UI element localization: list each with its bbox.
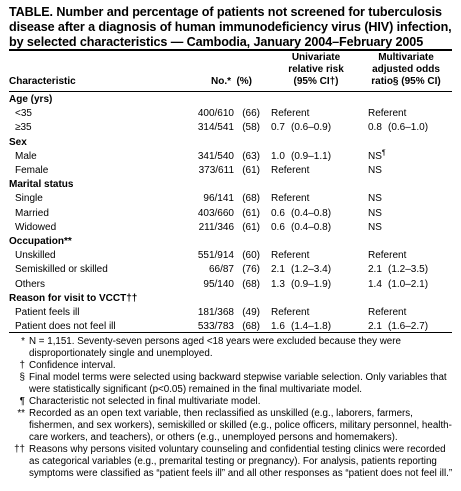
cell-univariate-ci: (0.4–0.8) xyxy=(291,207,332,219)
footnote-mark: † xyxy=(19,360,25,371)
cell-number: 533/783 xyxy=(197,321,234,333)
footnote xyxy=(9,396,453,408)
cell-multivariate-ci: (0.6–1.0) xyxy=(388,122,429,134)
cell-percent: (68) xyxy=(242,278,260,290)
table-row xyxy=(0,263,461,277)
cell-number: 403/660 xyxy=(197,207,234,219)
cell-multivariate-aor: Referent xyxy=(368,108,407,120)
section-heading-row xyxy=(0,292,461,306)
cell-multivariate-aor: NS xyxy=(368,193,382,205)
row-label: Semiskilled or skilled xyxy=(15,264,108,276)
footnote-mark: †† xyxy=(14,444,25,455)
cell-number: 314/541 xyxy=(197,122,234,134)
table-row xyxy=(0,107,461,121)
cell-univariate-ci: (0.6–0.9) xyxy=(291,122,332,134)
footnote xyxy=(9,360,453,372)
row-label: Married xyxy=(15,207,49,219)
cell-univariate-rr: 0.7 xyxy=(271,122,285,134)
cell-univariate-rr: Referent xyxy=(271,165,310,176)
cell-univariate-rr: 2.1 xyxy=(271,264,285,276)
footnote-mark: ** xyxy=(17,408,25,419)
row-label: ≥35 xyxy=(15,122,32,134)
row-label: <35 xyxy=(15,108,32,120)
cell-univariate-ci: (0.9–1.1) xyxy=(291,150,332,162)
cell-percent: (58) xyxy=(242,122,260,134)
cell-percent: (68) xyxy=(242,321,260,333)
row-label: Patient feels ill xyxy=(15,307,80,318)
cell-percent: (61) xyxy=(242,165,260,176)
row-label: Widowed xyxy=(15,221,57,233)
section-heading: Age (yrs) xyxy=(9,94,53,105)
footnote-text: Recorded as an open text variable, then reclassified as unskilled (e.g., laborers, farmers, fishermen, and sex workers), semiskilled or skilled (e.g., police officers, military personnel, health-care workers, and teachers), or others (e.g., unemployed persons and homemakers). xyxy=(29,408,452,443)
cell-univariate-rr: Referent xyxy=(271,108,310,120)
cell-univariate-rr: Referent xyxy=(271,307,310,318)
footnote-mark: * xyxy=(21,336,25,347)
bottom-rule xyxy=(9,332,452,333)
table-row xyxy=(0,306,461,320)
cell-percent: (61) xyxy=(242,207,260,219)
row-label: Patient does not feel ill xyxy=(15,321,116,333)
header-multivariate-line-3: ratio§ (95% CI) xyxy=(371,76,441,87)
header-univariate xyxy=(262,52,370,88)
row-label: Others xyxy=(15,278,46,290)
row-label: Single xyxy=(15,193,43,205)
footnote xyxy=(9,372,453,396)
cell-percent: (61) xyxy=(242,221,260,233)
cell-univariate-rr: Referent xyxy=(271,193,310,205)
table-row xyxy=(0,121,461,135)
cell-number: 551/914 xyxy=(197,250,234,262)
cell-multivariate-aor: 2.1 xyxy=(368,321,382,333)
cell-number: 400/610 xyxy=(197,108,234,120)
cell-percent: (76) xyxy=(242,264,260,276)
cell-number: 373/611 xyxy=(198,165,234,176)
table-row xyxy=(0,221,461,235)
row-label: Unskilled xyxy=(15,250,56,262)
top-rule xyxy=(9,49,452,51)
header-number: No.* xyxy=(211,76,231,87)
section-heading: Marital status xyxy=(9,179,74,191)
footnote-text: Reasons why persons visited voluntary counseling and confidential testing clinics were recorded as categorical variables (e.g., premarital testing or pregnancy). For analysis, patients reporting symptoms were classified as “patient feels ill” and all other responses as “patient does not feel ill.” xyxy=(29,444,453,479)
cell-univariate-rr: Referent xyxy=(271,250,310,262)
section-heading-row xyxy=(0,235,461,249)
cell-number: 211/346 xyxy=(198,221,234,233)
header-univariate-line-2: relative risk xyxy=(288,64,344,75)
cell-univariate-ci: (1.4–1.8) xyxy=(291,321,332,333)
cell-multivariate-aor: 1.4 xyxy=(368,278,382,290)
cell-multivariate-aor: Referent xyxy=(368,307,407,318)
footnote-text: Characteristic not selected in final multivariate model. xyxy=(29,396,261,407)
cell-multivariate-ci: (1.6–2.7) xyxy=(388,321,429,333)
cell-percent: (68) xyxy=(242,193,260,205)
header-rule xyxy=(9,91,452,92)
section-heading: Sex xyxy=(9,136,27,148)
table-row xyxy=(0,150,461,164)
cell-multivariate-ci: (1.0–2.1) xyxy=(388,278,429,290)
table-row xyxy=(0,192,461,206)
cell-multivariate-aor: 2.1 xyxy=(368,264,382,276)
cell-percent: (66) xyxy=(242,108,260,120)
footnote xyxy=(9,444,453,480)
cell-univariate-rr: 1.0 xyxy=(271,150,285,162)
header-multivariate-line-2: adjusted odds xyxy=(372,64,440,75)
cell-number: 66/87 xyxy=(208,264,234,276)
section-heading: Occupation** xyxy=(9,236,72,247)
footnote-text: Confidence interval. xyxy=(29,360,116,371)
cell-univariate-ci: (1.2–3.4) xyxy=(291,264,332,276)
cell-multivariate-aor: NS¶ xyxy=(368,149,386,162)
footnote-mark: ¶ xyxy=(19,396,25,407)
cell-univariate-rr: 0.6 xyxy=(271,207,285,219)
cell-number: 181/368 xyxy=(197,307,234,318)
header-univariate-line-3: (95% CI†) xyxy=(293,76,339,87)
footnote-text: N = 1,151. Seventy-seven persons aged <18 years were excluded because they were disproportionately single and unemployed. xyxy=(29,336,401,359)
row-label: Female xyxy=(15,165,49,176)
footnote-mark: § xyxy=(19,372,25,383)
header-percent: (%) xyxy=(236,76,252,87)
row-label: Male xyxy=(15,150,37,162)
section-heading-row xyxy=(0,178,461,192)
table-title: TABLE. Number and percentage of patients not screened for tuberculosis disease after a diagnosis of human immunodeficiency virus (HIV) infection, by selected characteristics — Cambodia, January 2004–February 2005 xyxy=(9,5,452,49)
cell-number: 96/141 xyxy=(203,193,234,205)
table-row xyxy=(0,207,461,221)
cell-univariate-rr: 1.6 xyxy=(271,321,285,333)
cell-univariate-rr: 1.3 xyxy=(271,278,285,290)
cell-univariate-rr: 0.6 xyxy=(271,221,285,233)
cell-multivariate-aor: Referent xyxy=(368,250,407,262)
table-row xyxy=(0,249,461,263)
header-univariate-line-1: Univariate xyxy=(291,52,341,63)
footnote xyxy=(9,336,453,360)
section-heading-row xyxy=(0,136,461,150)
footnote-text: Final model terms were selected using backward stepwise variable selection. Only variables that were statistically significant (p<0.05) remained in the final multivariate model. xyxy=(29,372,447,395)
cell-percent: (60) xyxy=(242,250,260,262)
header-multivariate-line-1: Multivariate xyxy=(378,52,434,63)
cell-multivariate-ci: (1.2–3.5) xyxy=(388,264,429,276)
cell-percent: (49) xyxy=(242,307,260,318)
cell-number: 341/540 xyxy=(197,150,234,162)
header-characteristic: Characteristic xyxy=(9,76,76,87)
table-row xyxy=(0,164,461,178)
cell-univariate-ci: (0.9–1.9) xyxy=(291,278,332,290)
section-heading-row xyxy=(0,93,461,107)
cell-multivariate-aor: NS xyxy=(368,165,382,176)
cell-percent: (63) xyxy=(242,150,260,162)
footnote xyxy=(9,408,453,444)
section-heading: Reason for visit to VCCT†† xyxy=(9,292,138,304)
cell-multivariate-aor: NS xyxy=(368,207,382,219)
cell-univariate-ci: (0.4–0.8) xyxy=(291,221,332,233)
cell-number: 95/140 xyxy=(203,278,234,290)
cell-multivariate-aor: NS xyxy=(368,221,382,233)
header-multivariate xyxy=(358,52,454,88)
table-row xyxy=(0,278,461,292)
cell-multivariate-aor: 0.8 xyxy=(368,122,382,134)
